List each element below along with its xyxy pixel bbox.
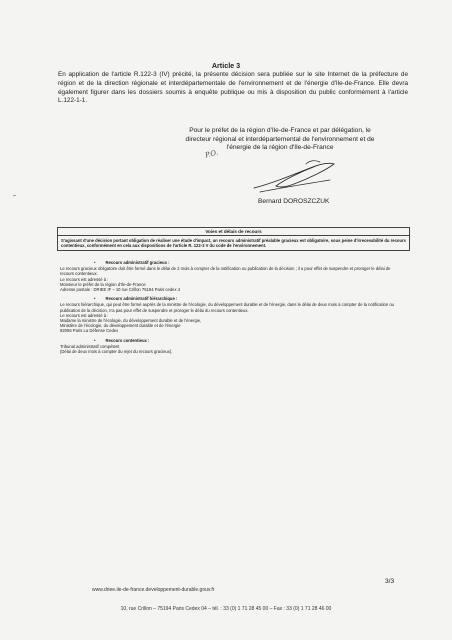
section-title: Recours administratif gracieux : [105, 260, 170, 265]
bullet-icon: • [94, 260, 96, 265]
recours-sections [60, 260, 405, 358]
handwritten-signature [250, 158, 340, 196]
section-line: Le recours est adressé à : [60, 276, 109, 282]
section-line: Tribunal administratif compétent [60, 343, 120, 349]
page-number: 3/3 [385, 578, 395, 585]
recours-intro: S'agissant d'une décision portant obligation de réaliser une étude d'impact, un recours administratif préalable gracieux est obligatoire, sous peine d'irrecevabilité du recours contentieux, conformément en cela aux dispositions de l'article R. 122-3 V du code de l'environnement. [61, 237, 406, 248]
delegation-line-1: Pour le préfet de la région d'Ile-de-France et par délégation, le [189, 127, 371, 134]
recours-heading: Voies et délais de recours [58, 228, 409, 236]
delegation-line-2: directeur régional et interdépartemental de l'environnement et de [185, 135, 375, 143]
section-title: Recours administratif hiérarchique : [105, 296, 178, 302]
footer-url: www.driee.ile-de-france.developpement-durable.gouv.fr [92, 587, 215, 593]
bullet-icon: • [94, 296, 96, 302]
section-line: Monsieur le préfet de la région d'Ile-de-France [60, 281, 146, 287]
footer-address: 10, rue Crillon – 75194 Paris Cedex 04 – tél. : 33 (0) 1 71 28 45 00 – Fax : 33 (0) 1 71 28 46 00 [120, 606, 332, 612]
section-line: 92055 Paris La Défense Cedex [60, 328, 119, 334]
article-title: Article 3 [211, 61, 241, 70]
section-line: Le recours est adressé à : [60, 312, 109, 318]
handwritten-po: P.O. [204, 148, 219, 160]
bullet-icon: • [94, 337, 96, 343]
delegation-line-3: l'énergie de la région d'Ile-de-France [226, 144, 334, 152]
section-line: Le recours hiérarchique, qui peut être formé auprès de la ministre de l'écologie, du développement durable et de l'énergie, dans le délai de deux mois à compter de la notification ou publication de la décision, n'a pas pour effet de suspendre et proroger le délai du recours contentieux. [60, 302, 395, 313]
section-line: Adresse postale : DRIEE IF – 10 rue Crillon 75194 Paris cedex 4 [60, 287, 181, 293]
section-line: (Délai de deux mois à compter du rejet du recours gracieux). [60, 349, 173, 355]
section-line: Madame la ministre de l'écologie, du développement durable et de l'énergie, [60, 318, 202, 324]
scan-mark [13, 195, 16, 196]
recours-section-hierarchique [60, 296, 405, 333]
section-title: Recours contentieux : [105, 337, 150, 343]
recours-section-contentieux [60, 338, 405, 355]
article-body: En application de l'article R.122-3 (IV) précité, la présente décision sera publiée sur le site Internet de la préfecture de région et de la direction régionale et interdépartementale de l'environnement et de l'énergie d'Ile-de-France. Elle devra également figurer dans les dossiers soumis à enquête publique ou mis à disposition du public conformément à l'article L.122-1-1. [58, 71, 408, 105]
signature-block [170, 127, 390, 153]
section-line: Ministère de l'écologie, du développement durable et de l'énergie [60, 323, 181, 329]
signer-name: Bernard DOROSZCZUK [258, 198, 330, 205]
section-line: Le recours gracieux obligatoire doit être formé dans le délai de 2 mois à compter de la notification ou publication de la décision ; il a pour effet de suspendre et proroger le délai de recours contentieux. [60, 266, 391, 277]
recours-section-gracieux [60, 260, 405, 292]
recours-box [57, 227, 410, 251]
